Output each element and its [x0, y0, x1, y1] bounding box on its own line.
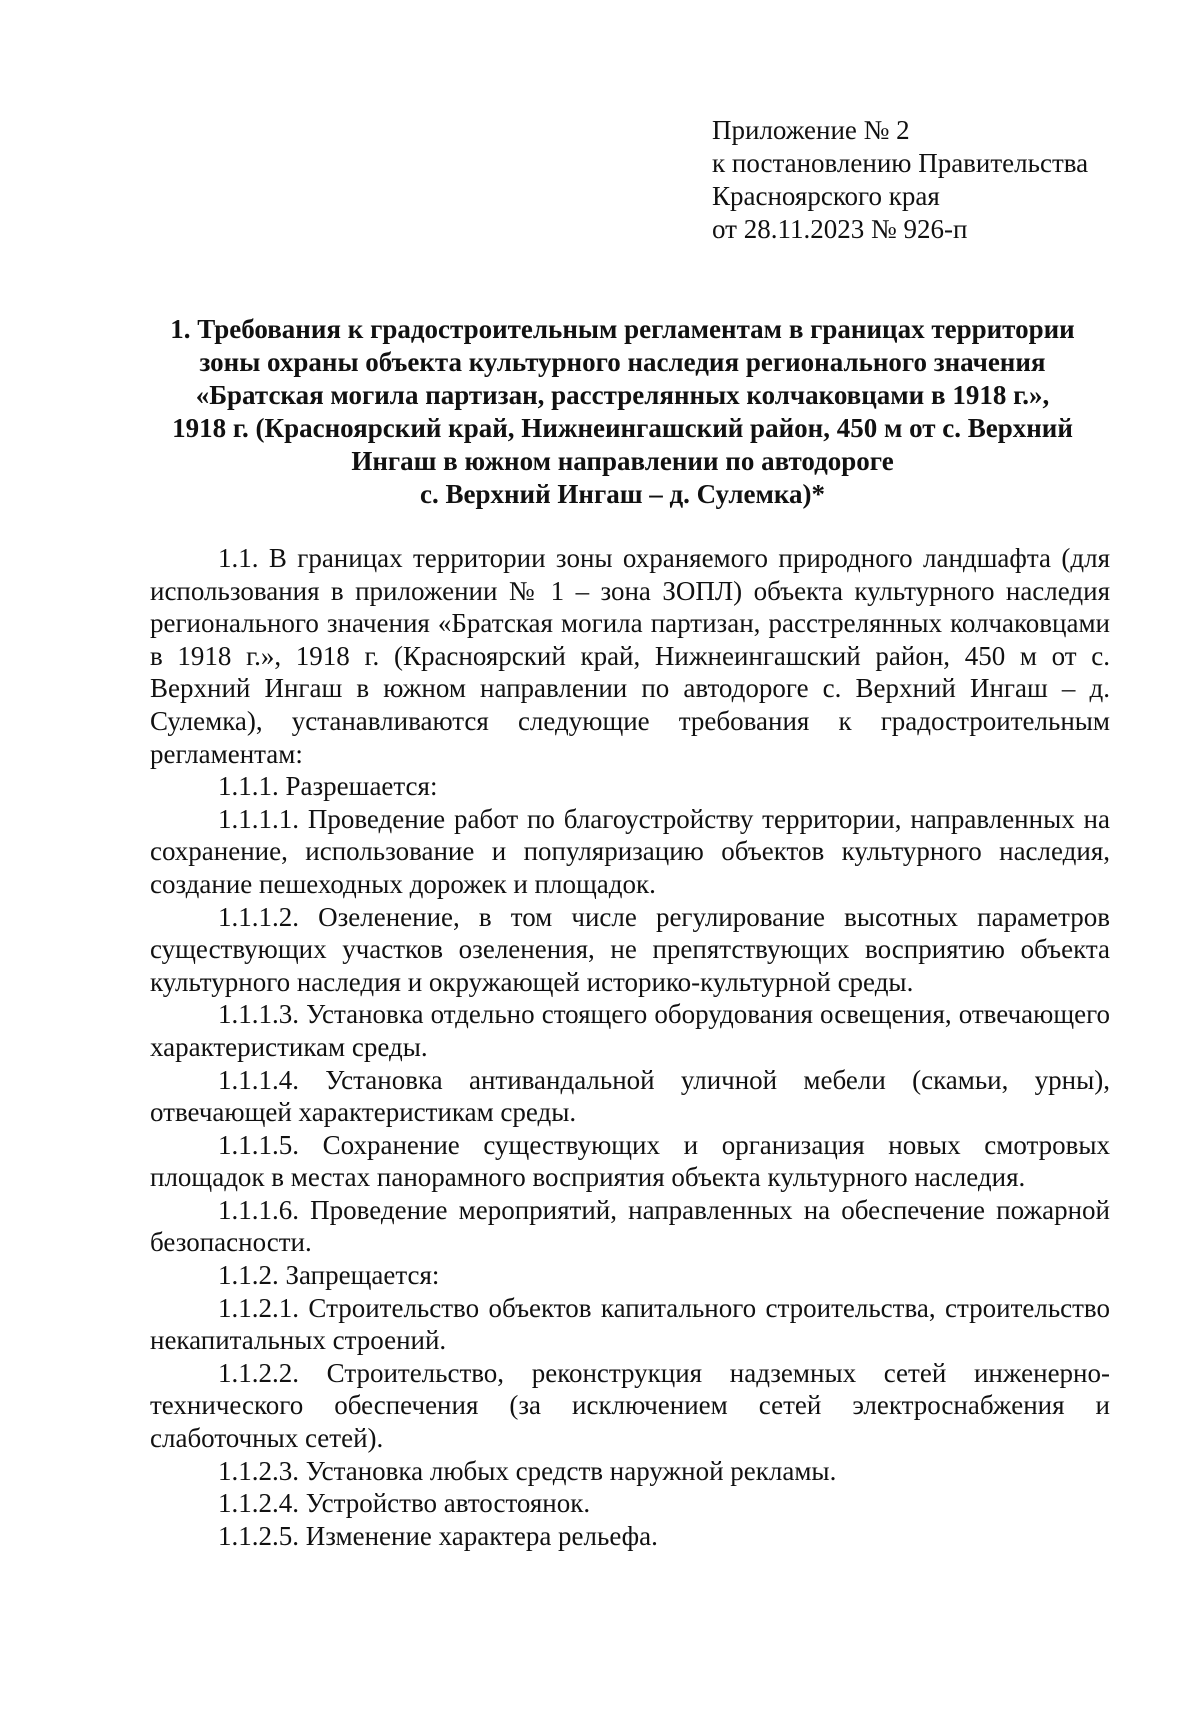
title-line: 1918 г. (Красноярский край, Нижнеингашский район, 450 м от с. Верхний	[172, 413, 1073, 443]
paragraph-1-1-2-3: 1.1.2.3. Установка любых средств наружной рекламы.	[218, 1455, 837, 1486]
paragraph-1-1-1-2: 1.1.1.2. Озеленение, в том числе регулирование высотных параметров существующих участков озеленения, не препятствующих восприятию объекта культурного наследия и окружающей историко-культурной среды.	[150, 901, 1110, 997]
paragraph-1-1: 1.1. В границах территории зоны охраняемого природного ландшафта (для использования в приложении № 1 – зона ЗОПЛ) объекта культурного наследия регионального значения «Братская могила партизан, расстрелянных колчаковцами в 1918 г.», 1918 г. (Красноярский край, Нижнеингашский район, 450 м от с. Верхний Ингаш в южном направлении по автодороге с. Верхний Ингаш – д. Сулемка), устанавливаются следующие требования к градостроительным регламентам:	[150, 543, 1110, 769]
annex-date: от 28.11.2023 № 926-п	[712, 214, 968, 244]
annex-region: Красноярского края	[712, 181, 940, 211]
paragraph-1-1-1-3: 1.1.1.3. Установка отдельно стоящего оборудования освещения, отвечающего характеристикам среды.	[150, 999, 1110, 1062]
title-line: 1. Требования к градостроительным регламентам в границах территории	[170, 314, 1075, 344]
title-line: с. Верхний Ингаш – д. Сулемка)*	[420, 479, 825, 509]
paragraph-1-1-2-2: 1.1.2.2. Строительство, реконструкция надземных сетей инженерно-технического обеспечения (за исключением сетей электроснабжения и слаботочных сетей).	[150, 1357, 1110, 1454]
paragraph-1-1-2: 1.1.2. Запрещается:	[218, 1260, 440, 1291]
annex-block	[712, 114, 1088, 246]
paragraph-1-1-1: 1.1.1. Разрешается:	[218, 771, 438, 802]
section-title	[140, 313, 1105, 511]
annex-number: Приложение № 2	[712, 115, 910, 145]
title-line: «Братская могила партизан, расстрелянных колчаковцами в 1918 г.»,	[195, 380, 1050, 410]
paragraph-1-1-2-5: 1.1.2.5. Изменение характера рельефа.	[218, 1520, 658, 1551]
paragraph-1-1-1-5: 1.1.1.5. Сохранение существующих и организация новых смотровых площадок в местах панорамного восприятия объекта культурного наследия.	[150, 1129, 1110, 1193]
annex-resolution: к постановлению Правительства	[712, 148, 1089, 178]
paragraph-1-1-2-4: 1.1.2.4. Устройство автостоянок.	[218, 1488, 591, 1519]
paragraph-1-1-1-4: 1.1.1.4. Установка антивандальной уличной мебели (скамьи, урны), отвечающей характеристикам среды.	[150, 1064, 1110, 1128]
paragraph-1-1-1-6: 1.1.1.6. Проведение мероприятий, направленных на обеспечение пожарной безопасности.	[150, 1194, 1110, 1258]
title-line: зоны охраны объекта культурного наследия регионального значения	[199, 347, 1046, 377]
document-body	[150, 542, 1110, 1552]
paragraph-1-1-2-1: 1.1.2.1. Строительство объектов капитального строительства, строительство некапитальных строений.	[150, 1292, 1110, 1356]
title-line: Ингаш в южном направлении по автодороге	[351, 446, 894, 476]
paragraph-1-1-1-1: 1.1.1.1. Проведение работ по благоустройству территории, направленных на сохранение, использование и популяризацию объектов культурного наследия, создание пешеходных дорожек и площадок.	[150, 803, 1110, 899]
